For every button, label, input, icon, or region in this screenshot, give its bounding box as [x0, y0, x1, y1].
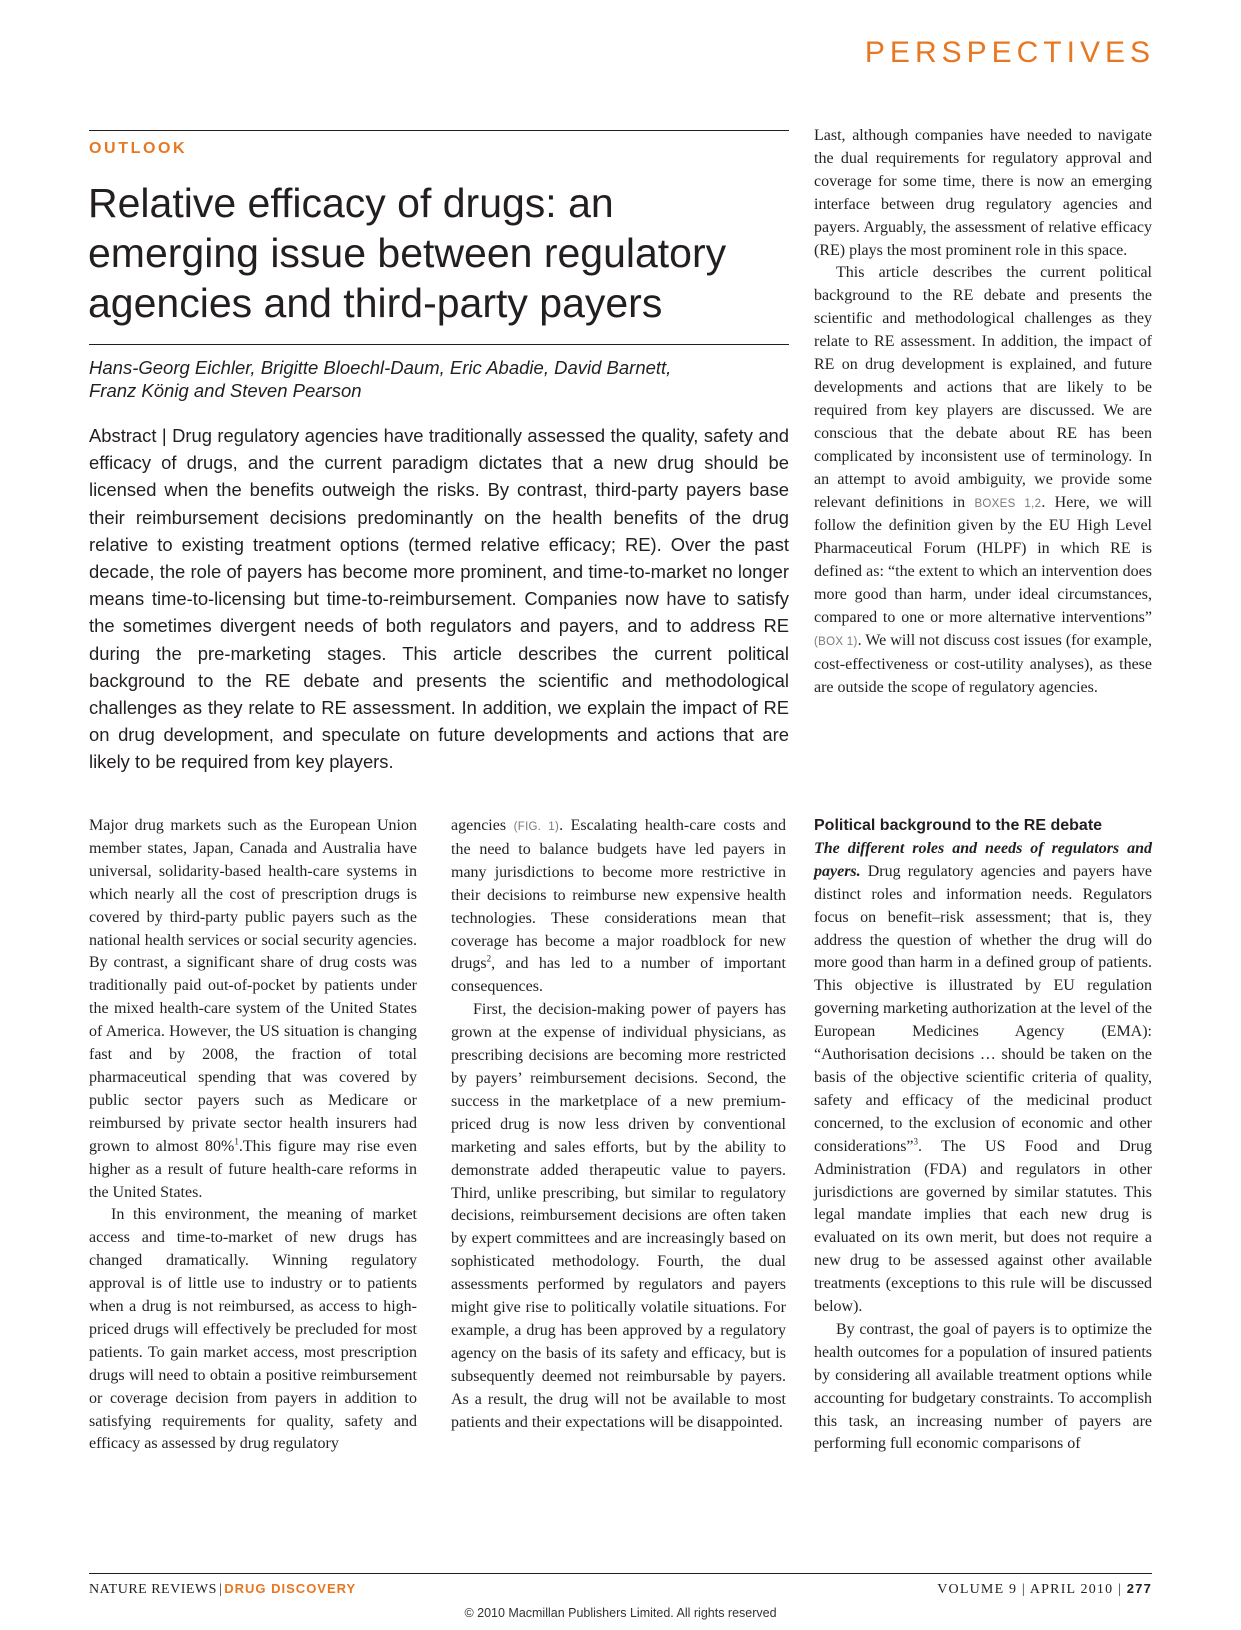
text-run: This article describes the current political background to the RE debate and presents the scientific and methodological challenges as they relate to RE assessment. In addition, the impact of RE on drug development is explained, and future developments and actions that are likely to be required from key players are discussed. We are conscious that the debate about RE has been complicated by inconsistent use of terminology. In an attempt to avoid ambiguity, we provide some relevant definitions in [814, 264, 1152, 511]
footer-rule [89, 1573, 1152, 1574]
volume-info: VOLUME 9 | APRIL 2010 | [937, 1582, 1127, 1597]
paragraph: First, the decision-making power of payers has grown at the expense of individual physicians, as prescribing decisions are becoming more restricted by payers’ reimbursement decisions. Second, the success in the marketplace of a new premium-priced drug is now less driven by conventional marketing and sales efforts, but by the ability to demonstrate added therapeutic value to payers. Third, unlike prescribing, but similar to regulatory decisions, reimbursement decisions are often taken by expert committees and are increasingly based on sophisticated methodology. Fourth, the dual assessments performed by regulators and payers might give rise to politically volatile situations. For example, a drug has been approved by a regulatory agency on the basis of its safety and efficacy, but is subsequently deemed not reimbursable by payers. As a result, the drug will not be available to most patients and their expectations will be disappointed. [451, 1001, 786, 1431]
footer-volume [937, 1581, 1152, 1598]
abstract [89, 422, 789, 776]
body-column-right-top [814, 125, 1152, 700]
article-type-label: OUTLOOK [89, 140, 188, 157]
text-run: , and has led to a number of important consequences. [451, 955, 786, 996]
abstract-label: Abstract | [89, 425, 173, 446]
footer-separator: | [218, 1582, 223, 1597]
figure-reference-link[interactable]: (FIG. 1) [513, 821, 560, 833]
page-number: 277 [1126, 1581, 1152, 1596]
citation-superscript[interactable]: 3 [913, 1136, 919, 1147]
author-line: Hans-Georg Eichler, Brigitte Bloechl-Daum, Eric Abadie, David Barnett, [89, 357, 672, 378]
citation-superscript[interactable]: 1 [234, 1136, 239, 1147]
text-run: . The US Food and Drug Administration (FDA) and regulators in other jurisdictions are governed by similar statutes. This legal mandate implies that each new drug is evaluated on its own merit, but does not require a new drug to be assessed against other available treatments (exceptions to this rule will be discussed below). [814, 1137, 1152, 1316]
citation-superscript[interactable]: 2 [486, 954, 492, 965]
copyright-notice: © 2010 Macmillan Publishers Limited. All rights reserved [464, 1606, 777, 1620]
paragraph [451, 815, 786, 999]
author-line: Franz König and Steven Pearson [89, 380, 362, 401]
paragraph [89, 815, 417, 1204]
text-run: Major drug markets such as the European Union member states, Japan, Canada and Australia have universal, solidarity-based health-care systems in which nearly all the cost of prescription drugs is covered by third-party public payers such as the national health services or social security agencies. By contrast, a significant share of drug costs was traditionally paid out-of-pocket by patients under the mixed health-care system of the United States of America. However, the US situation is changing fast and by 2008, the fraction of total pharmaceutical spending that was covered by public sector payers such as Medicare or reimbursed by private sector health insurers had grown to almost 80% [89, 817, 417, 1155]
paragraph [814, 838, 1152, 1319]
text-run: . Escalating health-care costs and the need to balance budgets have led payers in many jurisdictions to become more restrictive in their decisions to reimburse new expensive health technologies. These considerations mean that coverage has become a major roadblock for new drugs [451, 817, 787, 973]
text-run: .This figure may rise even higher as a result of future health-care reforms in the United States. [89, 1137, 417, 1201]
body-column-right-bottom [814, 815, 1152, 1456]
text-run: . Here, we will follow the definition given by the EU High Level Pharmaceutical Forum (HLPF) in which RE is defined as: “the extent to which an intervention does more good than harm, under ideal circumstances, compared to one or more alternative interventions” [814, 493, 1152, 627]
subsection-heading: The different roles and needs of regulators and payers. [814, 839, 1152, 880]
abstract-text: Drug regulatory agencies have traditionally assessed the quality, safety and efficacy of drugs, and the current paradigm dictates that a new drug should be licensed when the benefits outweigh the risks. By contrast, third-party payers base their reimbursement decisions predominantly on the health benefits of the drug relative to existing treatment options (termed relative efficacy; RE). Over the past decade, the role of payers has become more prominent, and time-to-market no longer means time-to-licensing but time-to-reimbursement. Companies now have to satisfy the sometimes divergent needs of both regulators and payers, and to address RE during the pre-marketing stages. This article describes the current political background to the RE debate and presents the scientific and methodological challenges as they relate to RE assessment. In addition, we explain the impact of RE on drug development, and speculate on future developments and actions that are likely to be required from key players. [89, 425, 790, 773]
body-column-left [89, 815, 417, 1456]
journal-name: NATURE REVIEWS [89, 1582, 217, 1597]
article-title: Relative efficacy of drugs: an emerging issue between regulatory agencies and third-party payers [88, 180, 727, 326]
paragraph: Last, although companies have needed to navigate the dual requirements for regulatory approval and coverage for some time, there is now an emerging interface between drug regulatory agencies and payers. Arguably, the assessment of relative efficacy (RE) plays the most prominent role in this space. [814, 127, 1152, 259]
paragraph: In this environment, the meaning of market access and time-to-market of new drugs has changed dramatically. Winning regulatory approval is of little use to industry or to patients when a drug is not reimbursed, as access to high-priced drugs will effectively be precluded for most patients. To gain market access, most prescription drugs will need to obtain a positive reimbursement or coverage decision from payers in addition to satisfying requirements for quality, safety and efficacy as assessed by drug regulatory [89, 1206, 417, 1453]
footer-journal [89, 1581, 356, 1598]
title-bottom-rule [89, 344, 789, 345]
paragraph: By contrast, the goal of payers is to optimize the health outcomes for a population of insured patients by considering all available treatment options while accounting for budgetary constraints. To accomplish this task, an increasing number of payers are performing full economic comparisons of [814, 1320, 1152, 1453]
title-top-rule [89, 130, 789, 131]
box-reference-link[interactable]: (BOX 1) [814, 635, 858, 648]
text-run: agencies [451, 817, 514, 834]
section-header: PERSPECTIVES [864, 36, 1155, 69]
body-column-middle [451, 815, 786, 1434]
paragraph [814, 262, 1152, 699]
box-reference-link[interactable]: BOXES 1,2 [974, 497, 1042, 510]
author-list [89, 356, 789, 402]
journal-section: DRUG DISCOVERY [224, 1581, 357, 1596]
text-run: Drug regulatory agencies and payers have distinct roles and information needs. Regulators focus on benefit–risk assessment; that is, they address the question of whether the drug will do more good than harm in a defined group of patients. This objective is illustrated by EU regulation governing marketing authorization at the level of the European Medicines Agency (EMA): “Authorisation decisions … should be taken on the basis of the objective scientific criteria of quality, safety and efficacy of the medicinal product concerned, to the exclusion of economic and other considerations” [814, 862, 1152, 1155]
text-run: . We will not discuss cost issues (for example, cost-effectiveness or cost-utility analyses), as these are outside the scope of regulatory agencies. [814, 631, 1153, 696]
section-heading: Political background to the RE debate [814, 817, 1103, 834]
